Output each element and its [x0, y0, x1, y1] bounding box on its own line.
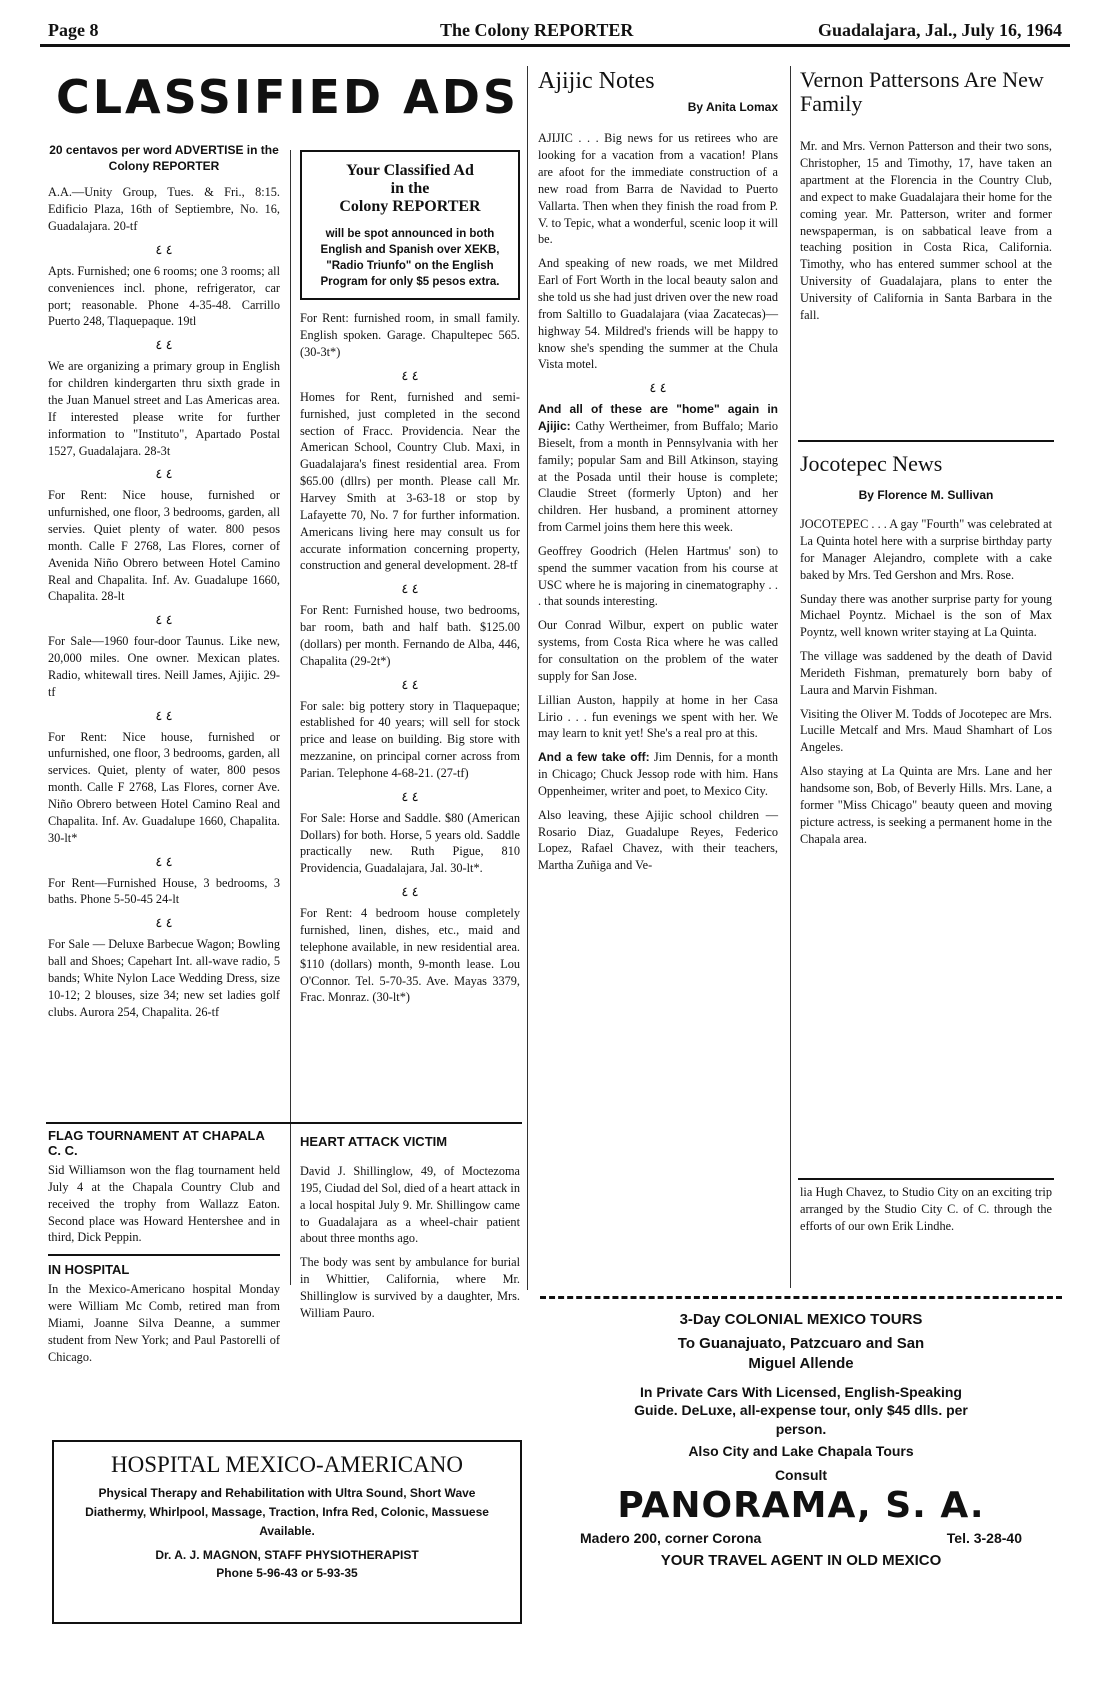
tours-line: To Guanajuato, Patzcuaro and San Miguel Allende — [677, 1335, 925, 1373]
ad-separator: ٤ ٤ — [401, 788, 419, 804]
classified-ad: For Rent: Furnished house, two bedrooms, bar room, bath and half bath. $125.00 (dollars) per month. Fernando de Alba, 446, Chapalita (29-2t*) — [300, 603, 520, 668]
classified-ad: Homes for Rent, furnished and semi-furnished, just completed in the second section of Fracc. Providencia. Near the American School, Country Club. Maxi, in Guadalajara's finest residential area. From $65.00 (dllrs) per month. Please call Mr. Harvey Smith at 3-63-18 or stop by Lafayette 70, No. 7 for further information. Americans living here may consult us for accurate information concerning property, construction and general development. 28-tf — [300, 389, 520, 573]
classified-column-2 — [300, 150, 520, 1013]
story-body: Mr. and Mrs. Vernon Patterson and their two sons, Christopher, 15 and Timothy, 17, have taken an apartment at the Florencia in the Country Club, and expect to make Guadalajara their home for the coming year. Mr. Patterson, writer and former newspaperman, is on sabbatical leave from a teaching position in Costa Rica, California. Timothy, who has entered summer school at the University of Guadalajara, plans to enter the University of California in Santa Barbara in the fall. — [800, 139, 1052, 322]
ad-separator: ٤ ٤ — [401, 581, 419, 597]
story-paragraph: Sunday there was another surprise party for young Michael Poyntz. Michael is the son of Max Poyntz, well known writer staying at La Quinta. — [800, 591, 1052, 640]
classified-ad: For Sale — Deluxe Barbecue Wagon; Bowling ball and Shoes; Capehart Int. all-wave radio, 5 bands; White Nylon Lace Wedding Dress, size 10-12; 2 blouses, size 34; new set ladies golf clubs. Aurora 254, Chapalita. 26-tf — [48, 937, 280, 1019]
ad-separator: ٤ ٤ — [155, 466, 173, 482]
story-body: In the Mexico-Americano hospital Monday were William Mc Comb, retired man from Miami, Joanne Silva Deanne, a summer student from New York; and Paul Pastorelli of Chicago. — [48, 1282, 280, 1364]
story-headline: HEART ATTACK VICTIM — [300, 1134, 448, 1149]
promo-title: Your Classified Ad — [346, 162, 474, 179]
story-paragraph: lia Hugh Chavez, to Studio City on an exciting trip arranged by the Studio City C. of C. through the efforts of our own Erik Lindhe. — [800, 1185, 1052, 1233]
story-paragraph: Cathy Wertheimer, from Buffalo; Mario Bieselt, from a month in Pennsylvania with her family; popular Sam and Bill Atkinson, staying at the Posada until their house is complete; Claudie Street (formerly Upton) and her children. Her husband, a prominent attorney from Carmel joins them here this week. — [538, 419, 778, 535]
story-paragraph: JOCOTEPEC . . . A gay "Fourth" was celebrated at La Quinta hotel here with a surprise birthday party for Manager Alejandro, complete with a cake baked by Mrs. Ted Gershon and Mrs. Rose. — [800, 517, 1052, 582]
hospital-ad — [52, 1440, 522, 1624]
tours-tagline: YOUR TRAVEL AGENT IN OLD MEXICO — [660, 1552, 942, 1570]
tours-tel: Tel. 3-28-40 — [946, 1530, 1022, 1547]
classified-ad: For Sale: Horse and Saddle. $80 (American Dollars) for both. Horse, 5 years old. Saddle practically new. Ruth Pigue, 810 Providencia, Guadalajara, Jal. 30-lt*. — [300, 810, 520, 876]
classified-ad: A.A.—Unity Group, Tues. & Fri., 8:15. Edificio Plaza, 16th of Septiembre, No. 16, Guadalajara. 20-tf — [48, 185, 280, 234]
page-number: Page 8 — [48, 20, 99, 40]
story-headline: FLAG TOURNAMENT AT CHAPALA C. C. — [48, 1128, 265, 1158]
promo-title: Colony REPORTER — [339, 198, 481, 215]
column-rule — [527, 66, 528, 1290]
classified-ad: We are organizing a primary group in English for children kindergarten thru sixth grade in the Juan Manuel street and Las Americas area. If interested please write for further information to "Instituto", Apartado Postal 1527, Guadalajara. 28-3t — [48, 359, 280, 458]
ad-separator: ٤ ٤ — [155, 853, 173, 869]
story-body: David J. Shillinglow, 49, of Moctezoma 195, Ciudad del Sol, died of a heart attack in a local hospital July 9. Mr. Shillingow came to Guadalajara as a wheel-chair patient about three months ago. — [300, 1164, 520, 1246]
classified-ad: For Rent: 4 bedroom house completely furnished, linen, dishes, etc., maid and telephone available, in new residential area. $110 (dollars) month, 9-month lease. Lou O'Connor. Tel. 5-70-35. Ave. Mayas 3379, Frac. Monraz. (30-lt*) — [300, 906, 520, 1005]
heart-attack-story — [300, 1134, 520, 1329]
story-body: The body was sent by ambulance for burial in Whittier, California, where Mr. Shillinglow is survived by a daughter, Mrs. William Pauro. — [300, 1255, 520, 1320]
column-headline: Jocotepec News — [800, 451, 943, 476]
masthead — [40, 18, 1070, 47]
story-paragraph: Jim Dennis, for a month in Chicago; Chuck Jessop rode with him. Hans Oppenheimer, writer and poet, to Mexico City. — [538, 750, 779, 798]
story-paragraph: Visiting the Oliver M. Todds of Jocotepec are Mrs. Lucille Metcalf and Mrs. Maud Shamhart of Los Angeles. — [800, 706, 1052, 755]
classified-ad: For Rent: Nice house, furnished or unfurnished, one floor, 3 bedrooms, garden, all servies. Quiet plenty of water. 800 pesos month. Calle F 2768, Las Flores, corner of Avenida Niño Obrero between Hotel Camino Real and Chapalita. Inf. Av. Guadalupe 1660, Chapalita. 28-lt — [48, 488, 280, 604]
section-rule — [798, 440, 1054, 442]
classified-ad: For Rent: Nice house, furnished or unfurnished, one floor, 3 bedrooms, garden, all services. Quiet, plenty of water, 800 pesos month. Calle F 2768, Las Flores, corner Ave. Niño Obrero between Hotel Camino Real and Chapalita. Inf. Av. Guadalupe 1660, Chapalita. 30-lt* — [48, 729, 280, 845]
ad-separator: ٤ ٤ — [155, 612, 173, 628]
promo-title: in the — [390, 180, 430, 197]
story-separator: ٤ ٤ — [649, 380, 667, 396]
hospital-ad-phone: Phone 5-96-43 or 5-93-35 — [216, 1565, 358, 1580]
ajijic-continued — [800, 1184, 1052, 1242]
column-rule — [290, 150, 291, 1285]
section-rule — [798, 1178, 1054, 1180]
radio-promo-box — [300, 150, 520, 300]
classified-ad: For Sale—1960 four-door Taunus. Like new, 20,000 miles. One owner. Mexican plates. Radio, whitewall tires. Neill James, Ajijic. 29-tf — [48, 634, 280, 699]
ad-separator: ٤ ٤ — [401, 676, 419, 692]
story-body: Sid Williamson won the flag tournament held July 4 at the Chapala Country Club and received the trophy from Wallazz Eaton. Second place was Howard Hentershee and in third, Dick Peppin. — [48, 1163, 280, 1245]
classified-ad: For sale: big pottery story in Tlaquepaque; established for 40 years; will sell for stock price and lease on building. Big store with mezzanine, on principal corner across from Parian. Telephone 4-68-21. (27-tf) — [300, 698, 520, 780]
story-paragraph: And speaking of new roads, we met Mildred Earl of Fort Worth in the local beauty salon and she told us she had just driven over the new road from Saltillo to Guadalajara (viaa Zacatecas)—highway 54. Mildred's friends will be happy to know she's spending the summer at the Chula Vista motel. — [538, 256, 778, 372]
tours-line: In Private Cars With Licensed, English-Speaking Guide. DeLuxe, all-expense tour, only $45 dlls. per person. — [634, 1383, 968, 1438]
tours-line: Also City and Lake Chapala Tours — [688, 1443, 914, 1460]
classified-ad: Apts. Furnished; one 6 rooms; one 3 rooms; all conveniences incl. phone, refrigerator, car port; reasonable. Phone 4-35-48. Carrillo Puerto 248, Tlaquepaque. 19tl — [48, 263, 280, 329]
dateline: Guadalajara, Jal., July 16, 1964 — [817, 20, 1062, 40]
jocotepec-news — [800, 452, 1052, 854]
ad-separator: ٤ ٤ — [401, 367, 419, 383]
tours-ad — [540, 1303, 1062, 1569]
story-paragraph: Lillian Auston, happily at home in her Casa Lirio . . . fun evenings we spent with her. We may learn to knit yet! She's a real pro at this. — [538, 692, 778, 741]
ad-border-top — [540, 1296, 1062, 1299]
tours-address-row — [540, 1530, 1062, 1552]
classified-column-1 — [48, 142, 280, 1027]
story-paragraph: Also staying at La Quinta are Mrs. Lane and her handsome son, Bob, of Beverly Hills. Mrs. Lane, a former "Miss Chicago" beauty queen and moving picture actress, is seeking a permanent home in the Chapala area. — [800, 764, 1052, 846]
ad-separator: ٤ ٤ — [401, 884, 419, 900]
ad-separator: ٤ ٤ — [155, 915, 173, 931]
story-headline: IN HOSPITAL — [48, 1262, 130, 1278]
story-paragraph: Also leaving, these Ajijic school children — Rosario Diaz, Guadalupe Reyes, Federico Lopez, Rafael Chavez, with their teachers, Martha Zuñiga and Ve- — [538, 807, 778, 873]
promo-body: will be spot announced in both English and Spanish over XEKB, "Radio Triunfo" on the English Program for only $5 pesos extra. — [320, 228, 500, 289]
story-paragraph: The village was saddened by the death of David Merideth Fishman, prematurely born baby of Laura and Marvin Fishman. — [800, 649, 1052, 697]
tours-company: PANORAMA, S. A. — [617, 1485, 985, 1527]
kicker: And a few take off: — [538, 750, 650, 765]
story-paragraph: AJIJIC . . . Big news for us retirees who are looking for a vacation from a vacation! Plans are afoot for the immediate construction of a new road from Barra de Navidad to Puerto Vallarta. Then when they finish the road from P. V. to Tepic, what a wonderful, scenic loop it will be. — [538, 131, 778, 247]
ad-separator: ٤ ٤ — [155, 707, 173, 723]
flag-tournament-story — [48, 1128, 280, 1372]
hospital-ad-title: HOSPITAL MEXICO-AMERICANO — [111, 1452, 463, 1477]
hospital-ad-doctor: Dr. A. J. MAGNON, STAFF PHYSIOTHERAPIST — [155, 1547, 419, 1562]
vernon-pattersons-story — [800, 68, 1052, 331]
hospital-ad-body: Physical Therapy and Rehabilitation with Ultra Sound, Short Wave Diathermy, Whirlpool, Massage, Traction, Infra Red, Colonic, Massuese Available. — [85, 1486, 489, 1539]
tours-line: 3-Day COLONIAL MEXICO TOURS — [679, 1311, 923, 1328]
tours-consult: Consult — [774, 1467, 828, 1484]
classified-rates: 20 centavos per word ADVERTISE in the Colony REPORTER — [49, 143, 279, 174]
kicker: And all of these are "home" again in Ajijic: — [538, 402, 778, 434]
story-headline: Vernon Pattersons Are New Family — [800, 67, 1044, 117]
classified-title: CLASSIFIED ADS — [55, 70, 520, 124]
classified-ad: For Rent: furnished room, in small family. English spoken. Garage. Chapultepec 565. (30-3t*) — [300, 311, 520, 360]
paper-name: The Colony REPORTER — [440, 20, 634, 40]
tours-address: Madero 200, corner Corona — [580, 1530, 762, 1547]
byline: By Anita Lomax — [687, 100, 778, 115]
section-rule — [46, 1122, 522, 1124]
story-paragraph: Our Conrad Wilbur, expert on public water systems, from Costa Rica where he was called for consultation on the problem of the water supply for San Jose. — [538, 618, 778, 683]
column-headline: Ajijic Notes — [538, 68, 655, 94]
ad-separator: ٤ ٤ — [155, 337, 173, 353]
column-rule — [790, 66, 791, 1288]
byline: By Florence M. Sullivan — [858, 488, 994, 503]
ad-separator: ٤ ٤ — [155, 241, 173, 257]
story-paragraph: Geoffrey Goodrich (Helen Hartmus' son) to spend the summer vacation from his course at USC where he is majoring in cinematography . . . that sounds interesting. — [538, 543, 778, 609]
classified-ad: For Rent—Furnished House, 3 bedrooms, 3 baths. Phone 5-50-45 24-lt — [48, 875, 280, 907]
ajijic-notes — [538, 68, 778, 881]
